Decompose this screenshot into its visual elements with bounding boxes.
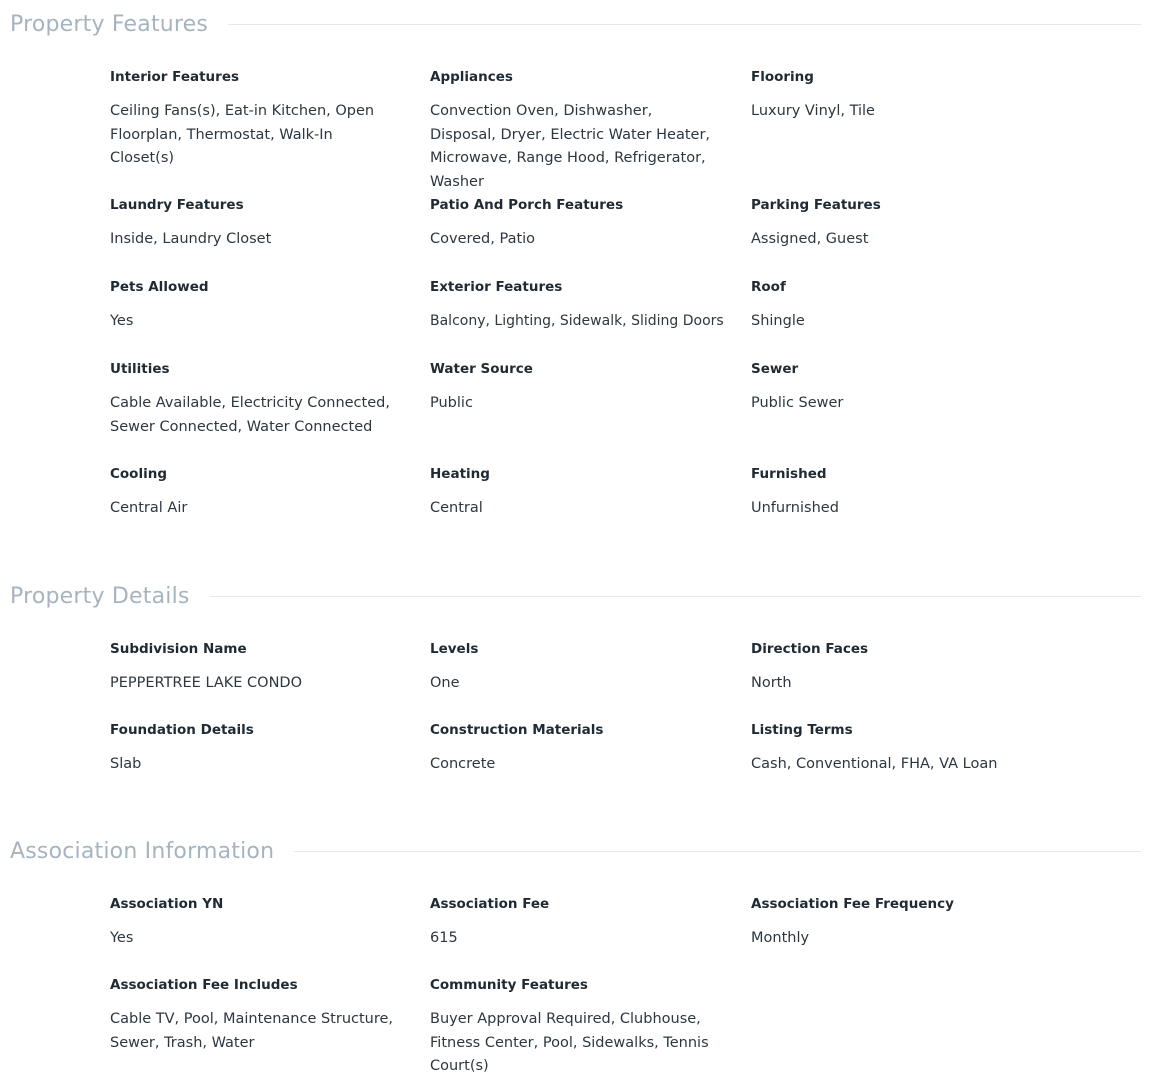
field-water-source — [430, 360, 730, 416]
field-value: Ceiling Fans(s), Eat-in Kitchen, Open Floorplan, Thermostat, Walk-In Closet(s) — [110, 103, 375, 166]
field-label: Subdivision Name — [110, 641, 247, 657]
field-label: Levels — [430, 641, 479, 657]
field-cooling — [110, 465, 410, 521]
field-patio-porch-features — [430, 196, 730, 252]
field-label: Sewer — [751, 361, 799, 377]
field-construction-materials — [430, 721, 730, 777]
field-laundry-features — [110, 196, 410, 252]
field-subdivision-name — [110, 640, 410, 696]
field-value: Covered, Patio — [430, 231, 536, 247]
section-title: Property Details — [10, 583, 190, 609]
section-title: Association Information — [10, 838, 275, 864]
field-value: Cable TV, Pool, Maintenance Structure, Sewer, Trash, Water — [110, 1011, 394, 1051]
field-value: Convection Oven, Dishwasher, Disposal, Dryer, Electric Water Heater, Microwave, Range Hood, Refrigerator, Washer — [430, 103, 711, 190]
field-pets-allowed — [110, 278, 410, 334]
field-value: Concrete — [430, 756, 496, 772]
field-label: Association Fee Includes — [110, 977, 298, 993]
field-label: Direction Faces — [751, 641, 869, 657]
field-label: Furnished — [751, 466, 827, 482]
section-title: Property Features — [10, 11, 209, 37]
field-association-fee-includes — [110, 976, 410, 1055]
field-label: Foundation Details — [110, 722, 254, 738]
field-exterior-features — [430, 278, 730, 334]
field-parking-features — [751, 196, 1051, 252]
field-heating — [430, 465, 730, 521]
field-value: Yes — [110, 313, 134, 329]
field-value: Slab — [110, 756, 142, 772]
field-value: North — [751, 675, 792, 691]
field-appliances — [430, 68, 730, 194]
field-direction-faces — [751, 640, 1051, 696]
field-listing-terms — [751, 721, 1051, 777]
field-value: Unfurnished — [751, 500, 839, 516]
field-value: Central Air — [110, 500, 188, 516]
section-header — [10, 581, 1141, 611]
field-value: Inside, Laundry Closet — [110, 231, 272, 247]
field-value: Monthly — [751, 930, 810, 946]
section-header — [10, 836, 1141, 866]
field-value: Cash, Conventional, FHA, VA Loan — [751, 756, 998, 772]
field-association-fee — [430, 895, 730, 951]
field-value: Public Sewer — [751, 395, 844, 411]
field-label: Construction Materials — [430, 722, 604, 738]
section-header — [10, 9, 1141, 39]
section-divider — [228, 24, 1141, 25]
field-label: Appliances — [430, 69, 513, 85]
field-label: Association YN — [110, 896, 224, 912]
field-label: Interior Features — [110, 69, 240, 85]
field-value: 615 — [430, 930, 458, 946]
field-label: Roof — [751, 279, 786, 295]
field-sewer — [751, 360, 1051, 416]
field-levels — [430, 640, 730, 696]
field-label: Pets Allowed — [110, 279, 209, 295]
field-label: Water Source — [430, 361, 533, 377]
field-label: Listing Terms — [751, 722, 853, 738]
field-community-features — [430, 976, 730, 1079]
field-label: Association Fee Frequency — [751, 896, 954, 912]
field-utilities — [110, 360, 410, 439]
section-divider — [210, 596, 1141, 597]
field-association-fee-frequency — [751, 895, 1051, 951]
field-label: Parking Features — [751, 197, 881, 213]
field-value: Luxury Vinyl, Tile — [751, 103, 875, 119]
field-label: Cooling — [110, 466, 167, 482]
field-value: Buyer Approval Required, Clubhouse, Fitness Center, Pool, Sidewalks, Tennis Court(s) — [430, 1011, 709, 1074]
field-label: Laundry Features — [110, 197, 244, 213]
field-label: Exterior Features — [430, 279, 563, 295]
field-value: One — [430, 675, 460, 691]
field-label: Patio And Porch Features — [430, 197, 624, 213]
field-label: Utilities — [110, 361, 170, 377]
field-value: Central — [430, 500, 483, 516]
field-value: Shingle — [751, 313, 805, 329]
field-value: Cable Available, Electricity Connected, Sewer Connected, Water Connected — [110, 395, 390, 435]
field-furnished — [751, 465, 1051, 521]
field-flooring — [751, 68, 1051, 124]
section-divider — [294, 851, 1141, 852]
field-interior-features — [110, 68, 410, 171]
field-label: Flooring — [751, 69, 814, 85]
field-label: Association Fee — [430, 896, 550, 912]
field-value: Yes — [110, 930, 134, 946]
field-foundation-details — [110, 721, 410, 777]
field-value: Balcony, Lighting, Sidewalk, Sliding Doors — [430, 313, 724, 329]
field-roof — [751, 278, 1051, 334]
field-value: Assigned, Guest — [751, 231, 869, 247]
field-association-yn — [110, 895, 410, 951]
field-label: Heating — [430, 466, 490, 482]
field-label: Community Features — [430, 977, 588, 993]
field-value: Public — [430, 395, 473, 411]
field-value: PEPPERTREE LAKE CONDO — [110, 675, 303, 691]
